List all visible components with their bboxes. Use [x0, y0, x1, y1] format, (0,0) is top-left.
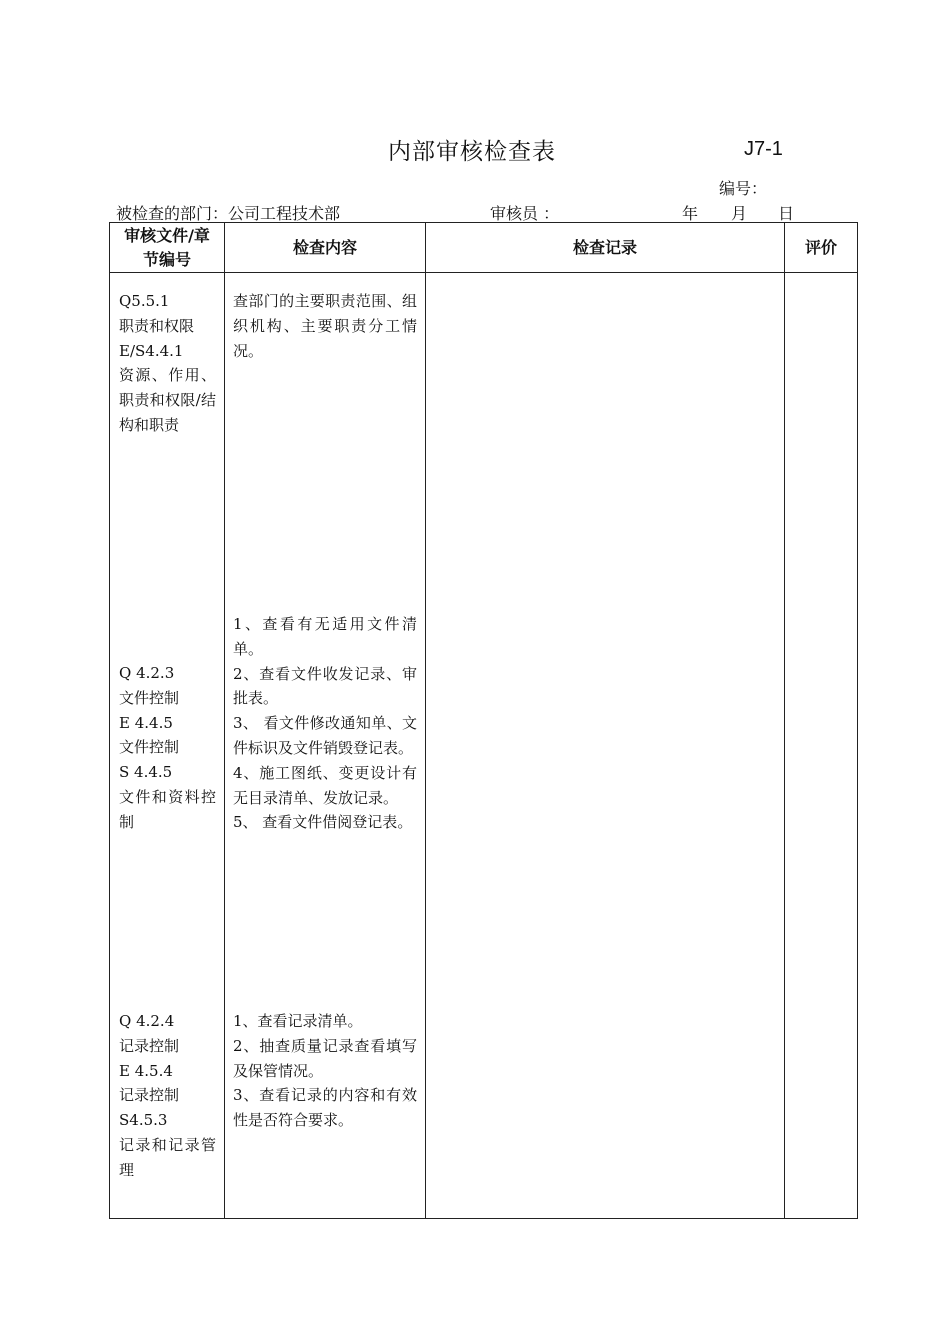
- content-line: 1、查看记录清单。: [233, 1012, 363, 1030]
- clause-line: Q 4.2.3: [119, 664, 175, 682]
- clause-line: 文件控制: [119, 738, 180, 757]
- content-block: [233, 612, 417, 835]
- content-line: 3、查看记录的内容和有效性是否符合要求。: [233, 1086, 417, 1130]
- clause-block: [119, 661, 216, 835]
- clause-line: 记录控制: [119, 1086, 180, 1105]
- year-label: 年: [682, 204, 699, 223]
- header-rating: 评价: [785, 223, 858, 273]
- header-clause-text: 审核文件/章节编号: [124, 225, 210, 269]
- clause-line: 记录和记录管理: [119, 1135, 216, 1179]
- content-line: 2、抽查质量记录查看填写及保管情况。: [233, 1036, 417, 1080]
- meta-line: [116, 201, 856, 223]
- header-record: 检查记录: [426, 223, 785, 273]
- content-block: [233, 1009, 417, 1133]
- clause-line: 资源、作用、职责和权限/结构和职责: [119, 366, 216, 434]
- body-row: [110, 273, 858, 1219]
- clause-line: 文件控制: [119, 688, 180, 707]
- rating-column[interactable]: [785, 273, 858, 1219]
- content-column: [225, 273, 426, 1219]
- content-line: 2、查看文件收发记录、审批表。: [233, 664, 417, 708]
- day-label: 日: [778, 204, 795, 223]
- clause-line: S4.5.3: [119, 1111, 168, 1130]
- content-line: 4、施工图纸、变更设计有无目录清单、发放记录。: [233, 763, 417, 807]
- content-line: 3、 看文件修改通知单、文件标识及文件销毁登记表。: [233, 714, 417, 757]
- clause-block: [119, 289, 216, 438]
- record-column[interactable]: [426, 273, 785, 1219]
- department-label: 被检查的部门：公司工程技术部: [116, 204, 341, 223]
- clause-line: 职责和权限: [119, 316, 195, 335]
- page-title: 内部审核检查表: [388, 139, 556, 165]
- content-line: 查部门的主要职责范围、组织机构、主要职责分工情况。: [233, 292, 417, 360]
- checklist-table: [109, 222, 858, 1219]
- number-label: 编号：: [719, 179, 768, 198]
- clause-line: Q 4.2.4: [119, 1012, 175, 1030]
- clause-line: 记录控制: [119, 1036, 180, 1055]
- content-line: 1、查看有无适用文件清单。: [233, 615, 417, 658]
- clause-line: Q5.5.1: [119, 292, 170, 310]
- content-line: 5、 查看文件借阅登记表。: [233, 813, 413, 832]
- content-block: [233, 289, 417, 363]
- clause-line: S 4.4.5: [119, 763, 173, 782]
- clause-block: [119, 1009, 216, 1183]
- clause-line: 文件和资料控制: [119, 787, 216, 831]
- clause-line: E 4.5.4: [119, 1061, 173, 1080]
- month-label: 月: [731, 204, 748, 223]
- form-code: J7-1: [744, 138, 783, 160]
- header-clause: [110, 223, 225, 273]
- clause-line: E 4.4.5: [119, 713, 173, 732]
- header-content: 检查内容: [225, 223, 426, 273]
- auditor-label: 审核员 ：: [490, 204, 560, 223]
- clause-column: [110, 273, 225, 1219]
- header-row: [110, 223, 858, 273]
- clause-line: E/S4.4.1: [119, 341, 184, 360]
